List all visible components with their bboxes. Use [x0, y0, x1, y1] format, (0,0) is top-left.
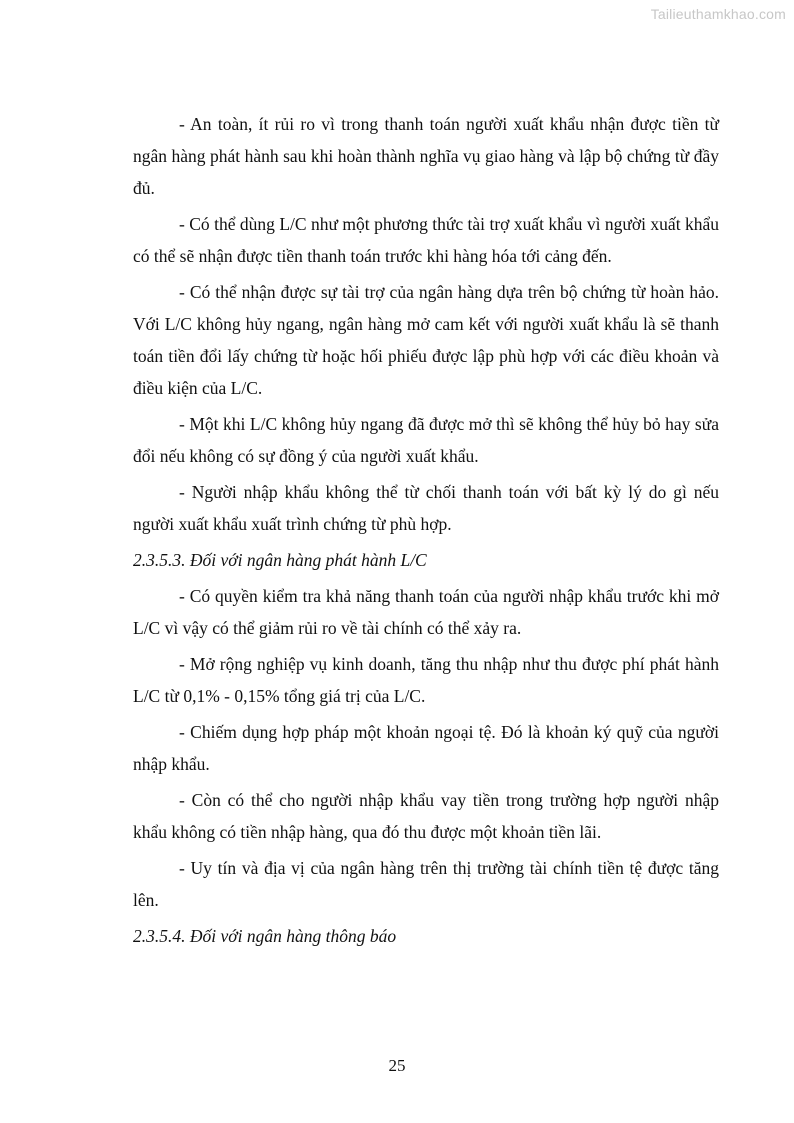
paragraph-exporter-bank-support: - Có thể nhận được sự tài trợ của ngân hàng dựa trên bộ chứng từ hoàn hảo. Với L/C không hủy ngang, ngân hàng mở cam kết với người xuất khẩu là sẽ thanh toán tiền đổi lấy chứng từ hoặc hối phiếu được lập phù hợp với các điều khoản và điều kiện của L/C. — [133, 282, 719, 398]
paragraph-issuing-bank-reputation: - Uy tín và địa vị của ngân hàng trên thị trường tài chính tiền tệ được tăng lên. — [133, 858, 719, 910]
watermark: Tailieuthamkhao.com — [650, 6, 786, 22]
paragraph-issuing-bank-loan: - Còn có thể cho người nhập khẩu vay tiền trong trường hợp người nhập khẩu không có tiền nhập hàng, qua đó thu được một khoản tiền lãi. — [133, 790, 719, 842]
document-body — [133, 108, 719, 956]
paragraph-issuing-bank-deposit: - Chiếm dụng hợp pháp một khoản ngoại tệ. Đó là khoản ký quỹ của người nhập khẩu. — [133, 722, 719, 774]
paragraph-irrevocable-lc: - Một khi L/C không hủy ngang đã được mở thì sẽ không thể hủy bỏ hay sửa đổi nếu không có sự đồng ý của người xuất khẩu. — [133, 414, 719, 466]
paragraph-issuing-bank-income: - Mở rộng nghiệp vụ kinh doanh, tăng thu nhập như thu được phí phát hành L/C từ 0,1% - 0,15% tổng giá trị của L/C. — [133, 654, 719, 706]
section-heading-issuing-bank: 2.3.5.3. Đối với ngân hàng phát hành L/C — [133, 550, 427, 570]
paragraph-exporter-safety: - An toàn, ít rủi ro vì trong thanh toán người xuất khẩu nhận được tiền từ ngân hàng phát hành sau khi hoàn thành nghĩa vụ giao hàng và lập bộ chứng từ đầy đủ. — [133, 114, 719, 198]
section-heading-advising-bank: 2.3.5.4. Đối với ngân hàng thông báo — [133, 926, 397, 946]
paragraph-importer-cannot-refuse: - Người nhập khẩu không thể từ chối thanh toán với bất kỳ lý do gì nếu người xuất khẩu xuất trình chứng từ phù hợp. — [133, 482, 719, 534]
paragraph-issuing-bank-check: - Có quyền kiểm tra khả năng thanh toán của người nhập khẩu trước khi mở L/C vì vậy có thể giảm rủi ro về tài chính có thể xảy ra. — [133, 586, 719, 638]
page-number: 25 — [388, 1056, 406, 1075]
paragraph-exporter-financing: - Có thể dùng L/C như một phương thức tài trợ xuất khẩu vì người xuất khẩu có thể sẽ nhận được tiền thanh toán trước khi hàng hóa tới cảng đến. — [133, 214, 719, 266]
